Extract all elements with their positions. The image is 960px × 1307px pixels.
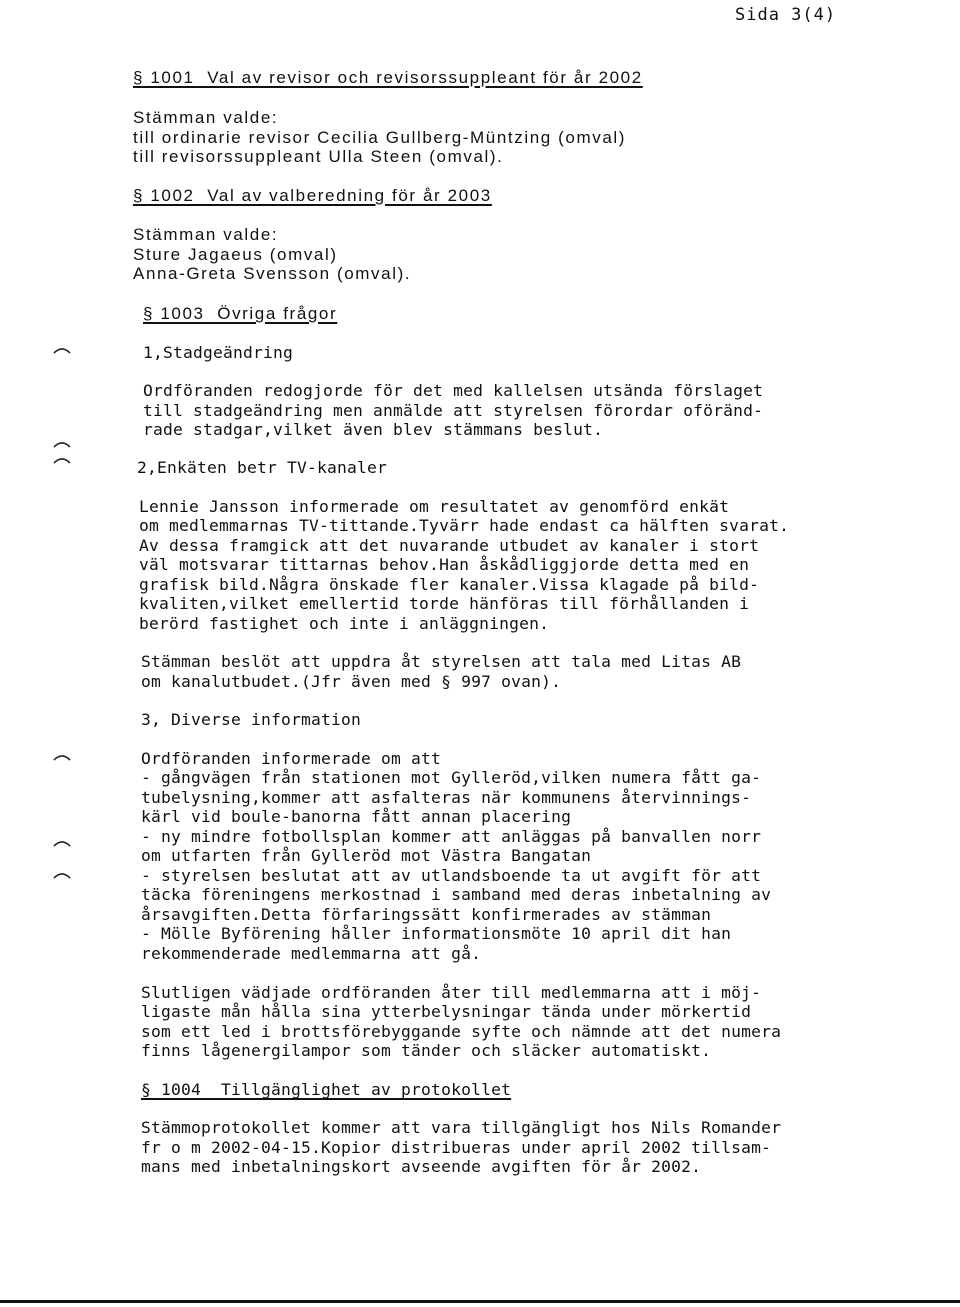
item-2-decision-line: om kanalutbudet.(Jfr även med § 997 ovan).: [141, 672, 562, 691]
item-2-line: Lennie Jansson informerade om resultatet av genomförd enkät: [139, 497, 730, 516]
item-2-line: berörd fastighet och inte i anläggningen.: [139, 614, 550, 633]
section-1001-line: till revisorssuppleant Ulla Steen (omval).: [133, 147, 504, 166]
section-1002-heading: § 1002 Val av valberedning för år 2003: [133, 186, 492, 205]
item-2-line: grafisk bild.Några önskade fler kanaler.Vissa klagade på bild-: [139, 575, 760, 594]
item-3-line: årsavgiften.Detta förfaringssätt konfirmerades av stämman: [141, 905, 712, 924]
closing-line: Slutligen vädjade ordföranden åter till medlemmarna att i möj-: [141, 983, 762, 1002]
item-2-line: Av dessa framgick att det nuvarande utbudet av kanaler i stort: [139, 536, 760, 555]
section-1003-heading: § 1003 Övriga frågor: [143, 304, 338, 323]
item-1-line: till stadgeändring men anmälde att styrelsen förordar oföränd-: [143, 401, 764, 420]
punch-hole-mark: [52, 455, 72, 465]
section-1002-line: Sture Jagaeus (omval): [133, 245, 338, 264]
item-3-line: om utfarten från Gylleröd mot Västra Bangatan: [141, 846, 592, 865]
item-3-line: tubelysning,kommer att asfalteras när kommunens återvinnings-: [141, 788, 752, 807]
closing-line: ligaste mån hålla sina ytterbelysningar tända under mörkertid: [141, 1002, 752, 1021]
item-1-line: Ordföranden redogjorde för det med kallelsen utsända förslaget: [143, 381, 764, 400]
item-3-line: - Mölle Byförening håller informationsmöte 10 april dit han: [141, 924, 732, 943]
section-1004-heading: § 1004 Tillgänglighet av protokollet: [141, 1080, 512, 1099]
page-number: Sida 3(4): [735, 5, 837, 25]
punch-hole-mark: [52, 439, 72, 449]
item-3-line: täcka föreningens merkostnad i samband med deras inbetalning av: [141, 885, 772, 904]
closing-line: finns lågenergilampor som tänder och släcker automatiskt.: [141, 1041, 712, 1060]
section-1002-line: Anna-Greta Svensson (omval).: [133, 264, 412, 283]
section-1001-heading: § 1001 Val av revisor och revisorssuppleant för år 2002: [133, 68, 643, 87]
punch-hole-mark: [52, 870, 72, 880]
item-1-title: 1,Stadgeändring: [143, 343, 294, 362]
item-3-line: kärl vid boule-banorna fått annan placering: [141, 807, 572, 826]
item-3-line: - styrelsen beslutat att av utlandsboende ta ut avgift för att: [141, 866, 762, 885]
section-1004-line: fr o m 2002-04-15.Kopior distribueras under april 2002 tillsam-: [141, 1138, 772, 1157]
item-2-line: kvaliten,vilket emellertid torde hänföras till förhållanden i: [139, 594, 750, 613]
item-2-title: 2,Enkäten betr TV-kanaler: [137, 458, 388, 477]
section-1004-line: Stämmoprotokollet kommer att vara tillgängligt hos Nils Romander: [141, 1118, 782, 1137]
section-1002-line: Stämman valde:: [133, 225, 279, 244]
punch-hole-mark: [52, 345, 72, 355]
bottom-rule: [0, 1300, 960, 1303]
item-3-line: Ordföranden informerade om att: [141, 749, 442, 768]
section-1001-line: Stämman valde:: [133, 108, 279, 127]
item-3-title: 3, Diverse information: [141, 710, 362, 729]
item-3-line: - gångvägen från stationen mot Gylleröd,vilken numera fått ga-: [141, 768, 762, 787]
item-3-line: - ny mindre fotbollsplan kommer att anläggas på banvallen norr: [141, 827, 762, 846]
section-1001-line: till ordinarie revisor Cecilia Gullberg-Müntzing (omval): [133, 128, 627, 147]
item-2-line: om medlemmarnas TV-tittande.Tyvärr hade endast ca hälften svarat.: [139, 516, 790, 535]
punch-hole-mark: [52, 838, 72, 848]
item-2-decision-line: Stämman beslöt att uppdra åt styrelsen att tala med Litas AB: [141, 652, 742, 671]
item-2-line: väl motsvarar tittarnas behov.Han åskådliggjorde detta med en: [139, 555, 750, 574]
item-1-line: rade stadgar,vilket även blev stämmans beslut.: [143, 420, 604, 439]
closing-line: som ett led i brottsförebyggande syfte och nämnde att det numera: [141, 1022, 782, 1041]
section-1004-line: mans med inbetalningskort avseende avgiften för år 2002.: [141, 1157, 702, 1176]
item-3-line: rekommenderade medlemmarna att gå.: [141, 944, 482, 963]
punch-hole-mark: [52, 752, 72, 762]
